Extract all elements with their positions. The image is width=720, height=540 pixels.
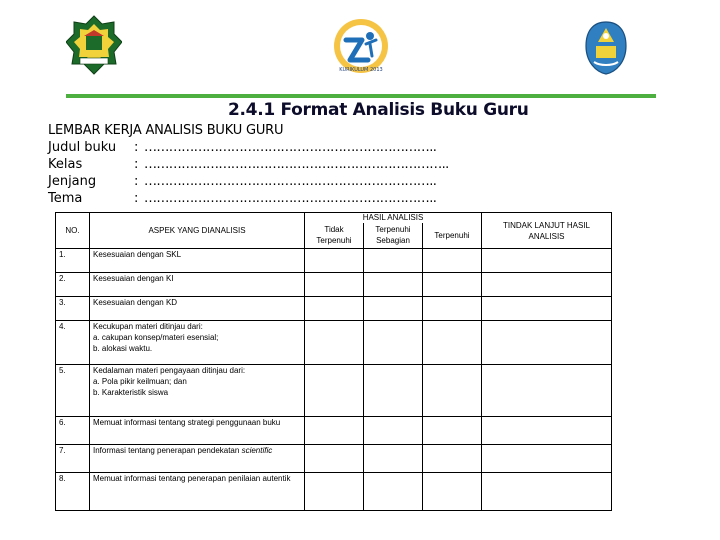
cell-sebagian[interactable] [364,321,423,365]
field-kelas [48,156,449,173]
table-row [56,321,612,365]
cell-sebagian[interactable] [364,473,423,511]
cell-sebagian[interactable] [364,249,423,273]
row-aspek [90,365,305,417]
field-value: ……………………………………………………………….. [144,157,449,172]
row-aspek-main: Kecukupan materi ditinjau dari: [93,322,203,331]
col-header-hasil: HASIL ANALISIS [305,213,482,223]
cell-terpenuhi[interactable] [423,445,482,473]
cell-tidak[interactable] [305,417,364,445]
row-aspek-main: Kedalaman materi pengayaan ditinjau dari: [93,366,246,375]
worksheet-heading: LEMBAR KERJA ANALISIS BUKU GURU [48,123,284,138]
row-no: 3. [56,297,90,321]
worksheet-header [48,122,449,207]
table-row [56,365,612,417]
row-no: 2. [56,273,90,297]
table-row [56,249,612,273]
row-aspek-sub: a. Pola pikir keilmuan; dan [93,377,187,386]
row-aspek [90,445,305,473]
field-judul-buku [48,139,449,156]
row-aspek-sub: b. Karakteristik siswa [93,388,169,397]
cell-tidak[interactable] [305,249,364,273]
row-no: 8. [56,473,90,511]
cell-terpenuhi[interactable] [423,273,482,297]
row-aspek-sub: a. cakupan konsep/materi esensial; [93,333,219,342]
row-aspek-main: Informasi tentang penerapan pendekatan [93,446,242,455]
table-row [56,273,612,297]
field-colon: : [134,191,139,206]
cell-tidak[interactable] [305,365,364,417]
field-label: Tema [48,191,83,206]
cell-terpenuhi[interactable] [423,249,482,273]
field-colon: : [134,140,139,155]
cell-tindak[interactable] [482,273,612,297]
cell-tindak[interactable] [482,473,612,511]
header-divider [66,94,656,98]
cell-terpenuhi[interactable] [423,473,482,511]
col-header-no: NO. [56,213,90,249]
cell-tindak[interactable] [482,297,612,321]
col-header-tidak: Tidak Terpenuhi [305,223,364,249]
row-aspek-italic: scientific [241,446,273,455]
field-value: …………………………………………………………….. [144,191,437,206]
cell-sebagian[interactable] [364,273,423,297]
cell-sebagian[interactable] [364,445,423,473]
kurikulum-2013-logo [332,16,390,78]
cell-tidak[interactable] [305,321,364,365]
cell-sebagian[interactable] [364,417,423,445]
cell-tindak[interactable] [482,365,612,417]
col-header-tindak: TINDAK LANJUT HASIL ANALISIS [482,213,612,249]
row-aspek: Kesesuaian dengan SKL [90,249,305,273]
field-value: …………………………………………………………….. [144,140,437,155]
cell-tidak[interactable] [305,473,364,511]
cell-tidak[interactable] [305,445,364,473]
cell-tindak[interactable] [482,417,612,445]
row-no: 4. [56,321,90,365]
field-colon: : [134,157,139,172]
field-label: Judul buku [48,140,117,155]
col-header-terpenuhi: Terpenuhi [423,223,482,249]
cell-terpenuhi[interactable] [423,365,482,417]
field-tema [48,190,449,207]
cell-sebagian[interactable] [364,297,423,321]
field-label: Kelas [48,157,83,172]
col-header-aspek: ASPEK YANG DIANALISIS [90,213,305,249]
cell-sebagian[interactable] [364,365,423,417]
cell-terpenuhi[interactable] [423,321,482,365]
row-aspek-sub: b. alokasi waktu. [93,344,153,353]
page-title: 2.4.1 Format Analisis Buku Guru [228,100,529,120]
row-no: 6. [56,417,90,445]
cell-tindak[interactable] [482,445,612,473]
cell-tindak[interactable] [482,249,612,273]
row-no: 5. [56,365,90,417]
analysis-table [55,212,612,511]
table-row [56,417,612,445]
row-no: 7. [56,445,90,473]
row-aspek: Kesesuaian dengan KD [90,297,305,321]
cell-tidak[interactable] [305,273,364,297]
cell-terpenuhi[interactable] [423,297,482,321]
col-header-sebagian: Terpenuhi Sebagian [364,223,423,249]
row-aspek: Memuat informasi tentang strategi penggunaan buku [90,417,305,445]
cell-tidak[interactable] [305,297,364,321]
row-aspek [90,321,305,365]
table-row [56,473,612,511]
table-row [56,297,612,321]
field-colon: : [134,174,139,189]
tut-wuri-handayani-logo [584,20,628,76]
row-aspek: Kesesuaian dengan KI [90,273,305,297]
field-label: Jenjang [48,174,97,189]
row-aspek: Memuat informasi tentang penerapan penilaian autentik [90,473,305,511]
kemenag-logo [66,14,122,76]
row-no: 1. [56,249,90,273]
field-jenjang [48,173,449,190]
field-value: …………………………………………………………….. [144,174,437,189]
center-logo-text: KURIKULUM 2013 [339,67,383,73]
cell-terpenuhi[interactable] [423,417,482,445]
table-row [56,445,612,473]
cell-tindak[interactable] [482,321,612,365]
